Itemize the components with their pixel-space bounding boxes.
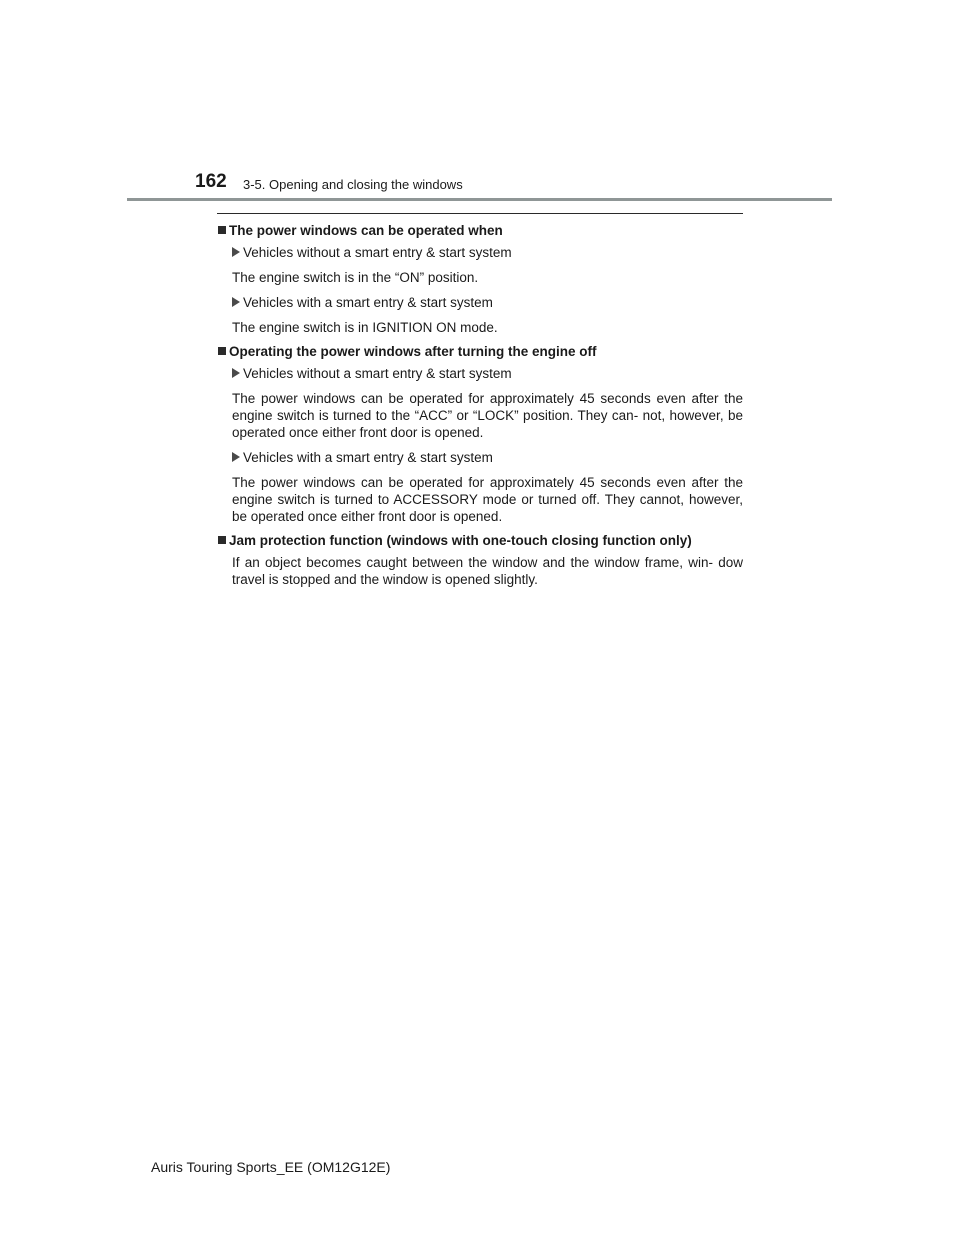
body-paragraph: The power windows can be operated for approximately 45 seconds even after the engine switch is turned to the “ACC” or “LOCK” position. They can- not, however, be operated once either front door is opened.	[232, 391, 743, 440]
vehicle-condition	[217, 244, 743, 261]
section-title: 3-5. Opening and closing the windows	[243, 177, 463, 192]
heading-text: Jam protection function (windows with one-touch closing function only)	[229, 533, 692, 548]
square-bullet-icon	[218, 226, 226, 234]
heading-text: The power windows can be operated when	[229, 223, 503, 238]
triangle-arrow-icon	[232, 368, 240, 378]
vehicle-text: Vehicles without a smart entry & start system	[243, 245, 512, 260]
triangle-arrow-icon	[232, 452, 240, 462]
body-paragraph: If an object becomes caught between the window and the window frame, win- dow travel is stopped and the window is opened slightly.	[232, 555, 743, 587]
vehicle-text: Vehicles without a smart entry & start system	[243, 366, 512, 381]
section-heading	[217, 532, 743, 549]
square-bullet-icon	[218, 536, 226, 544]
header-rule	[127, 198, 832, 201]
square-bullet-icon	[218, 347, 226, 355]
vehicle-condition	[217, 294, 743, 311]
body-paragraph: The engine switch is in the “ON” position.	[232, 270, 479, 285]
vehicle-text: Vehicles with a smart entry & start system	[243, 295, 493, 310]
section-heading	[217, 343, 743, 360]
footer-model: Auris Touring Sports_EE (OM12G12E)	[151, 1159, 391, 1175]
triangle-arrow-icon	[232, 247, 240, 257]
section-heading	[217, 222, 743, 239]
triangle-arrow-icon	[232, 297, 240, 307]
content-area	[217, 213, 743, 596]
page-number: 162	[195, 171, 227, 192]
body-paragraph: The power windows can be operated for approximately 45 seconds even after the engine switch is turned to ACCESSORY mode or turned off. They cannot, however, be operated once either front door is opened.	[232, 475, 743, 524]
vehicle-text: Vehicles with a smart entry & start system	[243, 450, 493, 465]
body-paragraph: The engine switch is in IGNITION ON mode.	[232, 320, 498, 335]
vehicle-condition	[217, 365, 743, 382]
vehicle-condition	[217, 449, 743, 466]
heading-text: Operating the power windows after turning the engine off	[229, 344, 597, 359]
